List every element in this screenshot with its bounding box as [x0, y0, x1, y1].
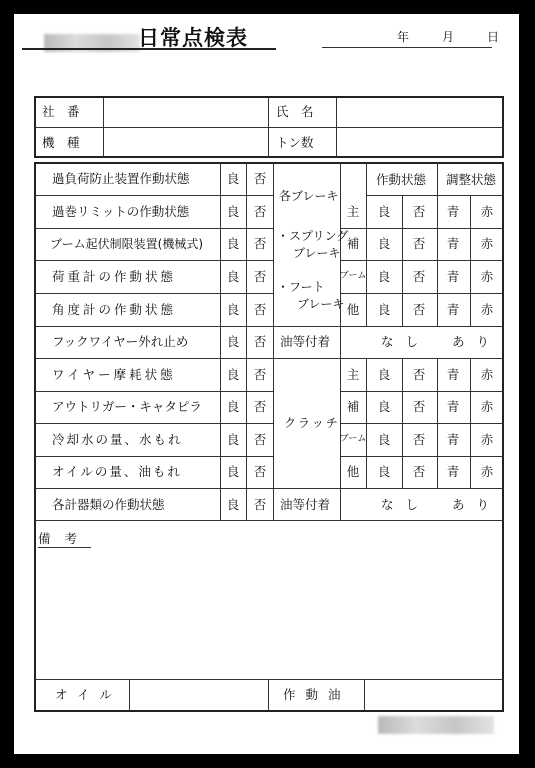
bad-option[interactable]: 否	[253, 302, 267, 317]
clutch-blue[interactable]: 青	[446, 367, 460, 382]
remarks-label: 備考	[38, 531, 92, 546]
remarks-area[interactable]	[36, 522, 502, 678]
model-field[interactable]	[105, 129, 266, 156]
bad-option[interactable]: 否	[253, 497, 267, 512]
date-day: 日	[487, 30, 500, 44]
bad-option[interactable]: 否	[253, 464, 267, 479]
check-item: ブーム起伏制限装置(機械式)	[50, 237, 204, 251]
clutch-good[interactable]: 良	[377, 432, 391, 447]
brake-group-label: 各ブレーキ	[279, 189, 339, 203]
position-label: 他	[346, 302, 360, 317]
brake-oil-label: 油等付着	[280, 334, 331, 349]
bad-option[interactable]: 否	[253, 399, 267, 414]
good-option[interactable]: 良	[226, 367, 240, 382]
position-label: 主	[346, 367, 360, 382]
clutch-red[interactable]: 赤	[480, 367, 494, 382]
oil-label: オイル	[55, 687, 122, 702]
brake-bad[interactable]: 否	[412, 269, 426, 284]
name-label: 氏 名	[276, 104, 314, 119]
check-item: 過巻リミットの作動状態	[52, 204, 190, 219]
company-no-field[interactable]	[105, 98, 266, 126]
brake-good[interactable]: 良	[377, 302, 391, 317]
action-status-header: 作動状態	[375, 172, 427, 187]
brake-red[interactable]: 赤	[480, 269, 494, 284]
clutch-bad[interactable]: 否	[412, 367, 426, 382]
brake-good[interactable]: 良	[377, 236, 391, 251]
oil-field[interactable]	[131, 681, 267, 710]
brake-blue[interactable]: 青	[446, 204, 460, 219]
position-label: 補	[346, 399, 360, 414]
brake-red[interactable]: 赤	[480, 204, 494, 219]
check-item: ワイヤー摩耗状態	[52, 367, 176, 382]
position-label: 主	[346, 204, 360, 219]
brake-bad[interactable]: 否	[412, 236, 426, 251]
brake-blue[interactable]: 青	[446, 302, 460, 317]
clutch-red[interactable]: 赤	[480, 432, 494, 447]
good-option[interactable]: 良	[226, 497, 240, 512]
bad-option[interactable]: 否	[253, 204, 267, 219]
model-label: 機 種	[42, 135, 80, 150]
clutch-bad[interactable]: 否	[412, 464, 426, 479]
check-item: 荷重計の作動状態	[52, 269, 177, 284]
brake-red[interactable]: 赤	[480, 236, 494, 251]
good-option[interactable]: 良	[226, 171, 240, 186]
spring-brake-label-2: ブレーキ	[293, 246, 341, 260]
good-option[interactable]: 良	[226, 432, 240, 447]
good-option[interactable]: 良	[226, 334, 240, 349]
good-option[interactable]: 良	[226, 204, 240, 219]
brake-good[interactable]: 良	[377, 269, 391, 284]
good-option[interactable]: 良	[226, 269, 240, 284]
check-item: オイルの量、油もれ	[52, 464, 182, 479]
check-item: 角度計の作動状態	[52, 302, 177, 317]
check-item: アウトリガー・キャタピラ	[52, 399, 202, 414]
check-item: 過負荷防止装置作動状態	[52, 171, 190, 186]
spring-brake-label: ・スプリング	[277, 229, 349, 243]
bad-option[interactable]: 否	[253, 334, 267, 349]
brake-bad[interactable]: 否	[412, 204, 426, 219]
good-option[interactable]: 良	[226, 399, 240, 414]
date-year: 年	[397, 30, 410, 44]
redacted-footer-text	[378, 716, 494, 734]
clutch-oil-none[interactable]: なし	[381, 497, 431, 512]
page-title: 日常点検表	[138, 26, 248, 50]
clutch-good[interactable]: 良	[377, 464, 391, 479]
brake-good[interactable]: 良	[377, 204, 391, 219]
good-option[interactable]: 良	[226, 464, 240, 479]
bad-option[interactable]: 否	[253, 236, 267, 251]
company-no-label: 社 番	[42, 104, 80, 119]
clutch-good[interactable]: 良	[377, 399, 391, 414]
bad-option[interactable]: 否	[253, 367, 267, 382]
tonnage-field[interactable]	[338, 129, 502, 156]
hydraulic-oil-label: 作動油	[283, 687, 351, 702]
position-label: ブーム	[339, 271, 367, 281]
clutch-good[interactable]: 良	[377, 367, 391, 382]
brake-blue[interactable]: 青	[446, 236, 460, 251]
clutch-label: クラッチ	[284, 416, 340, 430]
date-month: 月	[442, 30, 455, 44]
bad-option[interactable]: 否	[253, 171, 267, 186]
check-item: 冷却水の量、水もれ	[52, 432, 183, 447]
tonnage-label: トン数	[276, 135, 314, 150]
brake-bad[interactable]: 否	[412, 302, 426, 317]
position-label: 他	[346, 464, 360, 479]
adjust-status-header: 調整状態	[445, 172, 497, 187]
position-label: 補	[346, 236, 360, 251]
foot-brake-label-2: ブレーキ	[297, 297, 345, 311]
clutch-blue[interactable]: 青	[446, 464, 460, 479]
brake-oil-none[interactable]: なし	[381, 334, 431, 349]
position-label: ブーム	[339, 434, 367, 444]
clutch-red[interactable]: 赤	[480, 464, 494, 479]
good-option[interactable]: 良	[226, 236, 240, 251]
brake-red[interactable]: 赤	[480, 302, 494, 317]
foot-brake-label: ・フート	[277, 280, 325, 294]
check-item: 各計器類の作動状態	[52, 497, 165, 512]
check-item: フックワイヤー外れ止め	[52, 334, 189, 349]
clutch-bad[interactable]: 否	[412, 399, 426, 414]
hydraulic-oil-field[interactable]	[366, 681, 502, 710]
bad-option[interactable]: 否	[253, 432, 267, 447]
clutch-red[interactable]: 赤	[480, 399, 494, 414]
title-underline	[22, 48, 276, 50]
brake-oil-present[interactable]: あり	[452, 334, 502, 349]
clutch-oil-present[interactable]: あり	[452, 497, 502, 512]
name-field[interactable]	[338, 98, 502, 126]
clutch-blue[interactable]: 青	[446, 399, 460, 414]
good-option[interactable]: 良	[226, 302, 240, 317]
clutch-oil-label: 油等付着	[280, 497, 331, 512]
clutch-blue[interactable]: 青	[446, 432, 460, 447]
clutch-bad[interactable]: 否	[412, 432, 426, 447]
bad-option[interactable]: 否	[253, 269, 267, 284]
date-line	[322, 47, 492, 48]
brake-blue[interactable]: 青	[446, 269, 460, 284]
